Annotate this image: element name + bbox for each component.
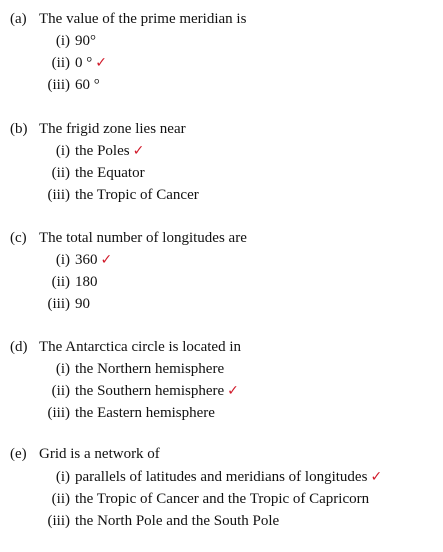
option-text-wrap [75, 142, 144, 160]
option-text: the Southern hemisphere [75, 383, 225, 399]
question-number: (a) [10, 11, 27, 27]
question-text: The Antarctica circle is located in [39, 339, 241, 355]
question-text: The frigid zone lies near [39, 121, 186, 137]
check-mark-icon: ✓ [132, 143, 145, 159]
question-text: Grid is a network of [39, 446, 160, 462]
option-roman: (i) [55, 469, 70, 485]
option-roman: (ii) [51, 491, 70, 507]
option-roman: (i) [55, 143, 70, 159]
question-number: (e) [10, 446, 27, 462]
option-text: the Northern hemisphere [75, 361, 225, 377]
check-mark-icon: ✓ [95, 55, 107, 71]
option-roman: (i) [55, 252, 70, 268]
option-text-wrap [75, 251, 112, 269]
question-number: (c) [10, 230, 27, 246]
option-text: 90 [75, 296, 90, 312]
option-roman: (ii) [51, 165, 70, 181]
option-text-wrap [75, 382, 239, 400]
option-text: 90° [75, 33, 96, 49]
option-roman: (ii) [51, 383, 70, 399]
option-text-wrap [75, 54, 107, 72]
option-roman: (ii) [51, 55, 70, 71]
check-mark-icon: ✓ [227, 383, 239, 399]
option-text: the Tropic of Cancer and the Tropic of Capricorn [75, 491, 370, 507]
question-text: The total number of longitudes are [39, 230, 247, 246]
option-text: the Tropic of Cancer [75, 187, 199, 203]
check-mark-icon: ✓ [370, 469, 383, 485]
option-text: 60 ° [75, 77, 100, 93]
question-a-stem [10, 10, 246, 28]
option-roman: (iii) [47, 405, 70, 421]
option-text: 180 [75, 274, 98, 290]
option-text: 0 ° [75, 55, 93, 71]
option-roman: (i) [55, 361, 70, 377]
option-roman: (iii) [47, 77, 70, 93]
question-number: (d) [10, 339, 28, 355]
option-text: the North Pole and the South Pole [75, 513, 280, 529]
option-roman: (ii) [51, 274, 70, 290]
option-roman: (iii) [47, 296, 70, 312]
question-b-stem [10, 120, 186, 138]
option-roman: (i) [55, 33, 70, 49]
option-text-wrap [75, 468, 382, 486]
option-roman: (iii) [47, 187, 70, 203]
check-mark-icon: ✓ [100, 252, 113, 268]
question-text: The value of the prime meridian is [39, 11, 247, 27]
option-text: parallels of latitudes and meridians of longitudes [75, 469, 368, 485]
question-c-stem [10, 229, 247, 247]
option-text: the Poles [75, 143, 130, 159]
option-text: the Eastern hemisphere [75, 405, 215, 421]
option-text: 360 [75, 252, 98, 268]
question-e-stem [10, 445, 160, 463]
option-text: the Equator [75, 165, 145, 181]
question-number: (b) [10, 121, 28, 137]
question-d-stem [10, 338, 241, 356]
option-roman: (iii) [47, 513, 70, 529]
